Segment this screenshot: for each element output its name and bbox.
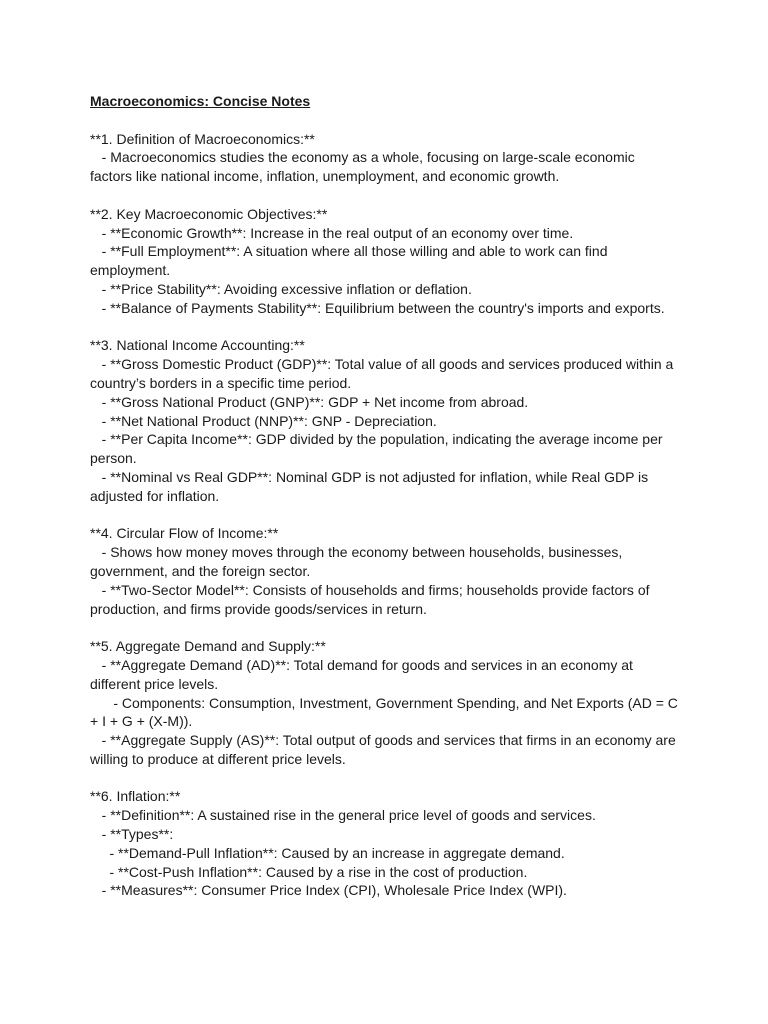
section-line: - **Two-Sector Model**: Consists of households and firms; households provide factors of production, and firms provide goods/services in return. (90, 581, 654, 617)
section-inflation (90, 787, 680, 900)
section-line: - **Per Capita Income**: GDP divided by the population, indicating the average income per person. (90, 431, 667, 467)
section-heading: **3. National Income Accounting:** (90, 337, 305, 354)
section-line: - Macroeconomics studies the economy as a whole, focusing on large-scale economic factors like national income, inflation, unemployment, and economic growth. (90, 149, 639, 185)
section-line: - **Cost-Push Inflation**: Caused by a rise in the cost of production. (90, 863, 528, 880)
section-heading: **5. Aggregate Demand and Supply:** (90, 638, 326, 655)
section-line: - **Definition**: A sustained rise in the general price level of goods and services. (90, 807, 596, 824)
section-aggregate (90, 637, 680, 769)
section-line: - **Balance of Payments Stability**: Equilibrium between the country's imports and exports. (90, 299, 665, 316)
section-line: - **Demand-Pull Inflation**: Caused by an increase in aggregate demand. (90, 844, 565, 861)
section-line: - **Aggregate Demand (AD)**: Total demand for goods and services in an economy at different price levels. (90, 656, 637, 692)
section-line: - **Economic Growth**: Increase in the real output of an economy over time. (90, 224, 574, 241)
section-heading: **4. Circular Flow of Income:** (90, 525, 279, 542)
section-objectives (90, 205, 680, 318)
section-line: - **Gross Domestic Product (GDP)**: Total value of all goods and services produced within a country’s borders in a specific time period. (90, 356, 678, 391)
section-line: - **Measures**: Consumer Price Index (CPI), Wholesale Price Index (WPI). (90, 882, 567, 899)
section-national-income (90, 336, 680, 505)
section-line: - **Price Stability**: Avoiding excessive inflation or deflation. (90, 280, 472, 297)
section-line: - **Nominal vs Real GDP**: Nominal GDP is not adjusted for inflation, while Real GDP is adjusted for inflation. (90, 468, 653, 504)
section-heading: **1. Definition of Macroeconomics:** (90, 130, 315, 147)
section-heading: **2. Key Macroeconomic Objectives:** (90, 205, 328, 222)
section-heading: **6. Inflation:** (90, 788, 181, 805)
section-line: - **Net National Product (NNP)**: GNP - Depreciation. (90, 412, 437, 429)
section-line: - Shows how money moves through the economy between households, businesses, government, and the foreign sector. (90, 544, 627, 579)
section-line: - **Types**: (90, 826, 174, 843)
document-title: Macroeconomics: Concise Notes (90, 93, 311, 109)
section-line: - **Gross National Product (GNP)**: GDP + Net income from abroad. (90, 393, 529, 410)
section-circular-flow (90, 524, 680, 618)
section-line: - Components: Consumption, Investment, Government Spending, and Net Exports (AD = C + I + G + (X-M)). (90, 694, 682, 730)
section-definition (90, 130, 680, 186)
document-page (90, 92, 680, 900)
section-line: - **Aggregate Supply (AS)**: Total output of goods and services that firms in an economy are willing to produce at different price levels. (90, 732, 680, 767)
section-line: - **Full Employment**: A situation where all those willing and able to work can find employment. (90, 243, 612, 279)
